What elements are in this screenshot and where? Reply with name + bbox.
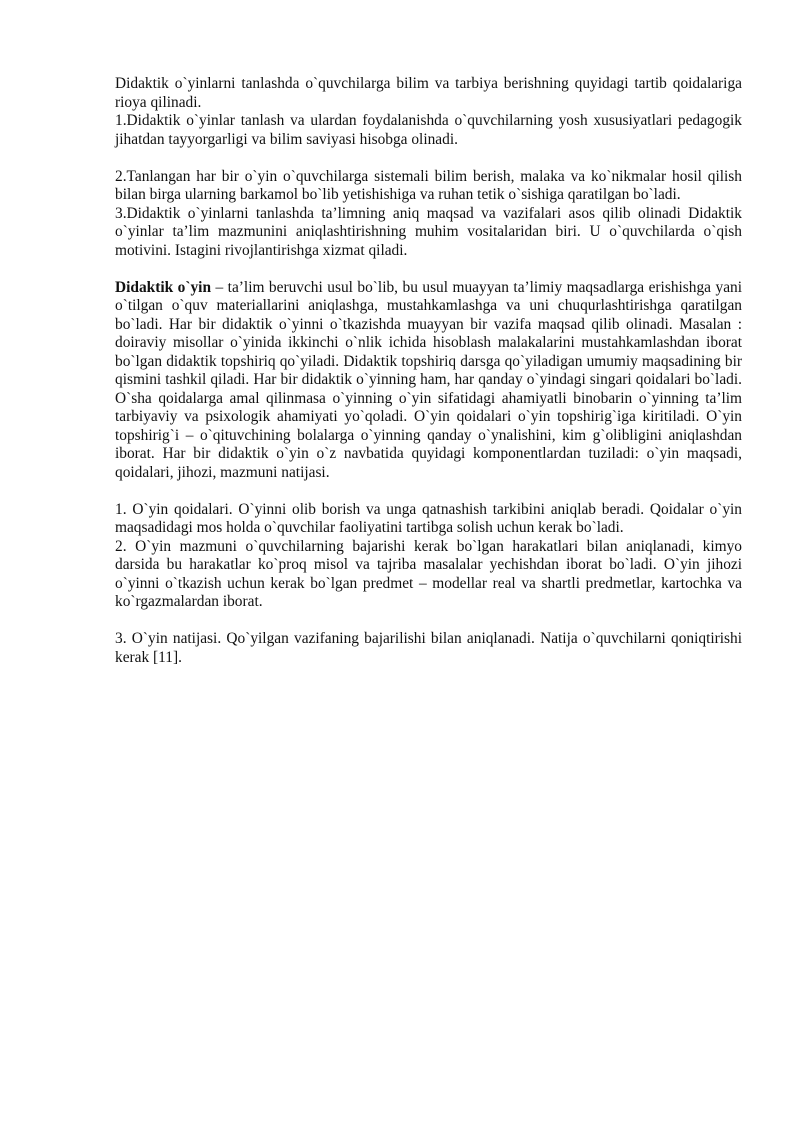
document-page [115,75,742,667]
paragraph-spacer [115,612,742,631]
paragraph-spacer [115,149,742,168]
rule-3-paragraph: 3.Didaktik o`yinlarni tanlashda ta’limning aniq maqsad va vazifalari asos qilib olinadi Didaktik o`yinlar ta’lim mazmunini aniqlashtirishning muhim vositalaridan biri. U o`quvchilarda o`qish motivini. Istagini rivojlantirishga xizmat qiladi. [115,204,742,259]
definition-term: Didaktik o`yin [115,278,212,296]
component-1-paragraph: 1. O`yin qoidalari. O`yinni olib borish va unga qatnashish tarkibini aniqlab beradi. Qoidalar o`yin maqsadidagi mos holda o`quvchilar faoliyatini tartibga solish uchun kerak bo`ladi. [115,500,742,536]
definition-paragraph [115,279,742,483]
paragraph-spacer [115,482,742,501]
component-3-paragraph: 3. O`yin natijasi. Qo`yilgan vazifaning bajarilishi bilan aniqlanadi. Natija o`quvchilarni qoniqtirishi kerak [11]. [115,630,742,666]
intro-paragraph: Didaktik o`yinlarni tanlashda o`quvchilarga bilim va tarbiya berishning quyidagi tartib qoidalariga rioya qilinadi. [115,75,742,111]
definition-body: – ta’lim beruvchi usul bo`lib, bu usul muayyan ta’limiy maqsadlarga erishishga yani o`tilgan o`quv materiallarini aniqlashga, mustahkamlashga va uni chuqurlashtirishga qaratilgan bo`ladi. Har bir didaktik o`yinni o`tkazishda muayyan bir vazifa maqsad qilib olinadi. Masalan : doiraviy misollar o`yinida ikkinchi o`nlik ichida hisoblash malakalarini mustahkamlashdan iborat bo`lgan didaktik topshiriq qo`yiladi. Didaktik topshiriq darsga qo`yiladigan umumiy maqsadining bir qismini tashkil qiladi. Har bir didaktik o`yinning ham, har qanday o`yindagi singari qoidalari bo`ladi. O`sha qoidalarga amal qilinmasa o`yinning o`yin sifatidagi ahamiyatli binobarin o`yinning ta’lim tarbiyaviy va psixologik ahamiyati yo`qoladi. O`yin qoidalari o`yin topshirig`iga kiritiladi. O`yin topshirig`i – o`qituvchining bolalarga o`yinning qanday o`ynalishini, kim g`olibligini aniqlashdan iborat. Har bir didaktik o`yin o`z navbatida quyidagi komponentlardan tuziladi: o`yin maqsadi, qoidalari, jihozi, mazmuni natijasi. [115,278,742,481]
rule-2-paragraph: 2.Tanlangan har bir o`yin o`quvchilarga sistemali bilim berish, malaka va ko`nikmalar hosil qilish bilan birga ularning barkamol bo`lib yetishishiga va ruhan tetik o`sishiga qaratilgan bo`ladi. [115,167,742,203]
component-2-paragraph: 2. O`yin mazmuni o`quvchilarning bajarishi kerak bo`lgan harakatlari bilan aniqlanadi, kimyo darsida bu harakatlar ko`proq misol va tajriba masalalar yechishdan iborat bo`ladi. O`yin jihozi o`yinni o`tkazish uchun kerak bo`lgan predmet – modellar real va shartli predmetlar, kartochka va ko`rgazmalardan iborat. [115,537,742,610]
rule-1-paragraph: 1.Didaktik o`yinlar tanlash va ulardan foydalanishda o`quvchilarning yosh xususiyatlari pedagogik jihatdan tayyorgarligi va bilim saviyasi hisobga olinadi. [115,112,742,148]
paragraph-spacer [115,260,742,279]
